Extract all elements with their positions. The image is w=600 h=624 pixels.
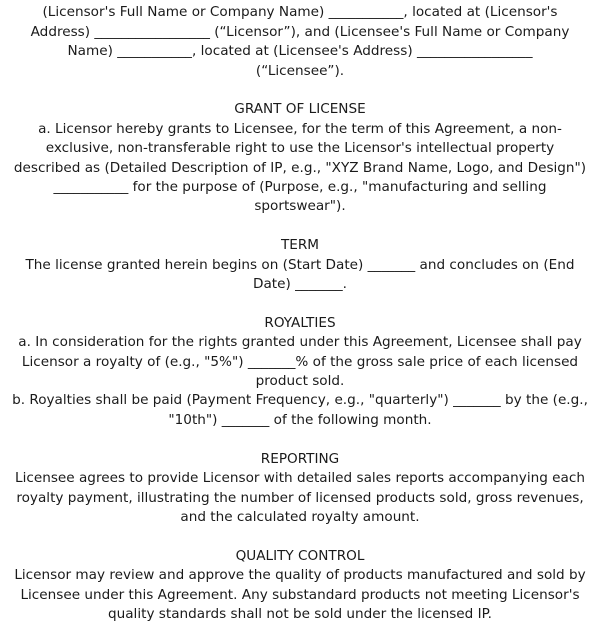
section-heading: REPORTING xyxy=(260,450,340,467)
section-line: royalty payment, illustrating the number of licensed products sold, gross revenues, xyxy=(16,489,584,506)
section-line: a. In consideration for the rights granted under this Agreement, Licensee shall pay xyxy=(18,334,582,351)
section-line: described as (Detailed Description of IP, e.g., "XYZ Brand Name, Logo, and Design") xyxy=(13,159,587,176)
section-grant-of-license xyxy=(0,100,600,216)
section-line: b. Royalties shall be paid (Payment Frequency, e.g., "quarterly") _______ by the (e.g., xyxy=(12,392,588,409)
section-line: Licensor a royalty of (e.g., "5%") _______% of the gross sale price of each licensed xyxy=(21,353,579,370)
section-line: product sold. xyxy=(255,373,345,390)
intro-line: (Licensor's Full Name or Company Name) ___________, located at (Licensor's xyxy=(42,4,558,21)
section-quality-control xyxy=(0,547,600,624)
section-heading: QUALITY CONTROL xyxy=(235,547,365,564)
intro-line: Name) ___________, located at (Licensee's Address) _________________ xyxy=(67,43,533,60)
section-line: a. Licensor hereby grants to Licensee, for the term of this Agreement, a non- xyxy=(38,120,562,137)
section-line: exclusive, non-transferable right to use the Licensor's intellectual property xyxy=(45,140,555,157)
section-royalties xyxy=(0,314,600,430)
section-heading: ROYALTIES xyxy=(264,314,336,331)
section-term xyxy=(0,236,600,294)
section-line: Date) _______. xyxy=(252,276,347,293)
intro-paragraph xyxy=(0,0,600,81)
section-line: Licensee under this Agreement. Any substandard products not meeting Licensor's xyxy=(20,586,580,603)
section-line: The license granted herein begins on (Start Date) _______ and concludes on (End xyxy=(25,256,575,273)
section-line: sportswear"). xyxy=(254,198,346,215)
section-reporting xyxy=(0,450,600,528)
section-line: "10th") _______ of the following month. xyxy=(168,411,432,428)
intro-line: Address) _________________ (“Licensor”), and (Licensee's Full Name or Company xyxy=(30,23,570,40)
section-line: Licensor may review and approve the quality of products manufactured and sold by xyxy=(14,567,586,584)
section-line: Licensee agrees to provide Licensor with detailed sales reports accompanying each xyxy=(15,470,585,487)
section-line: quality standards shall not be sold under the licensed IP. xyxy=(107,605,493,622)
section-heading: GRANT OF LICENSE xyxy=(234,101,366,118)
intro-line: (“Licensee”). xyxy=(255,62,345,79)
section-line: ___________ for the purpose of (Purpose, e.g., "manufacturing and selling xyxy=(53,179,547,196)
section-heading: TERM xyxy=(280,237,320,254)
section-line: and the calculated royalty amount. xyxy=(180,508,420,525)
